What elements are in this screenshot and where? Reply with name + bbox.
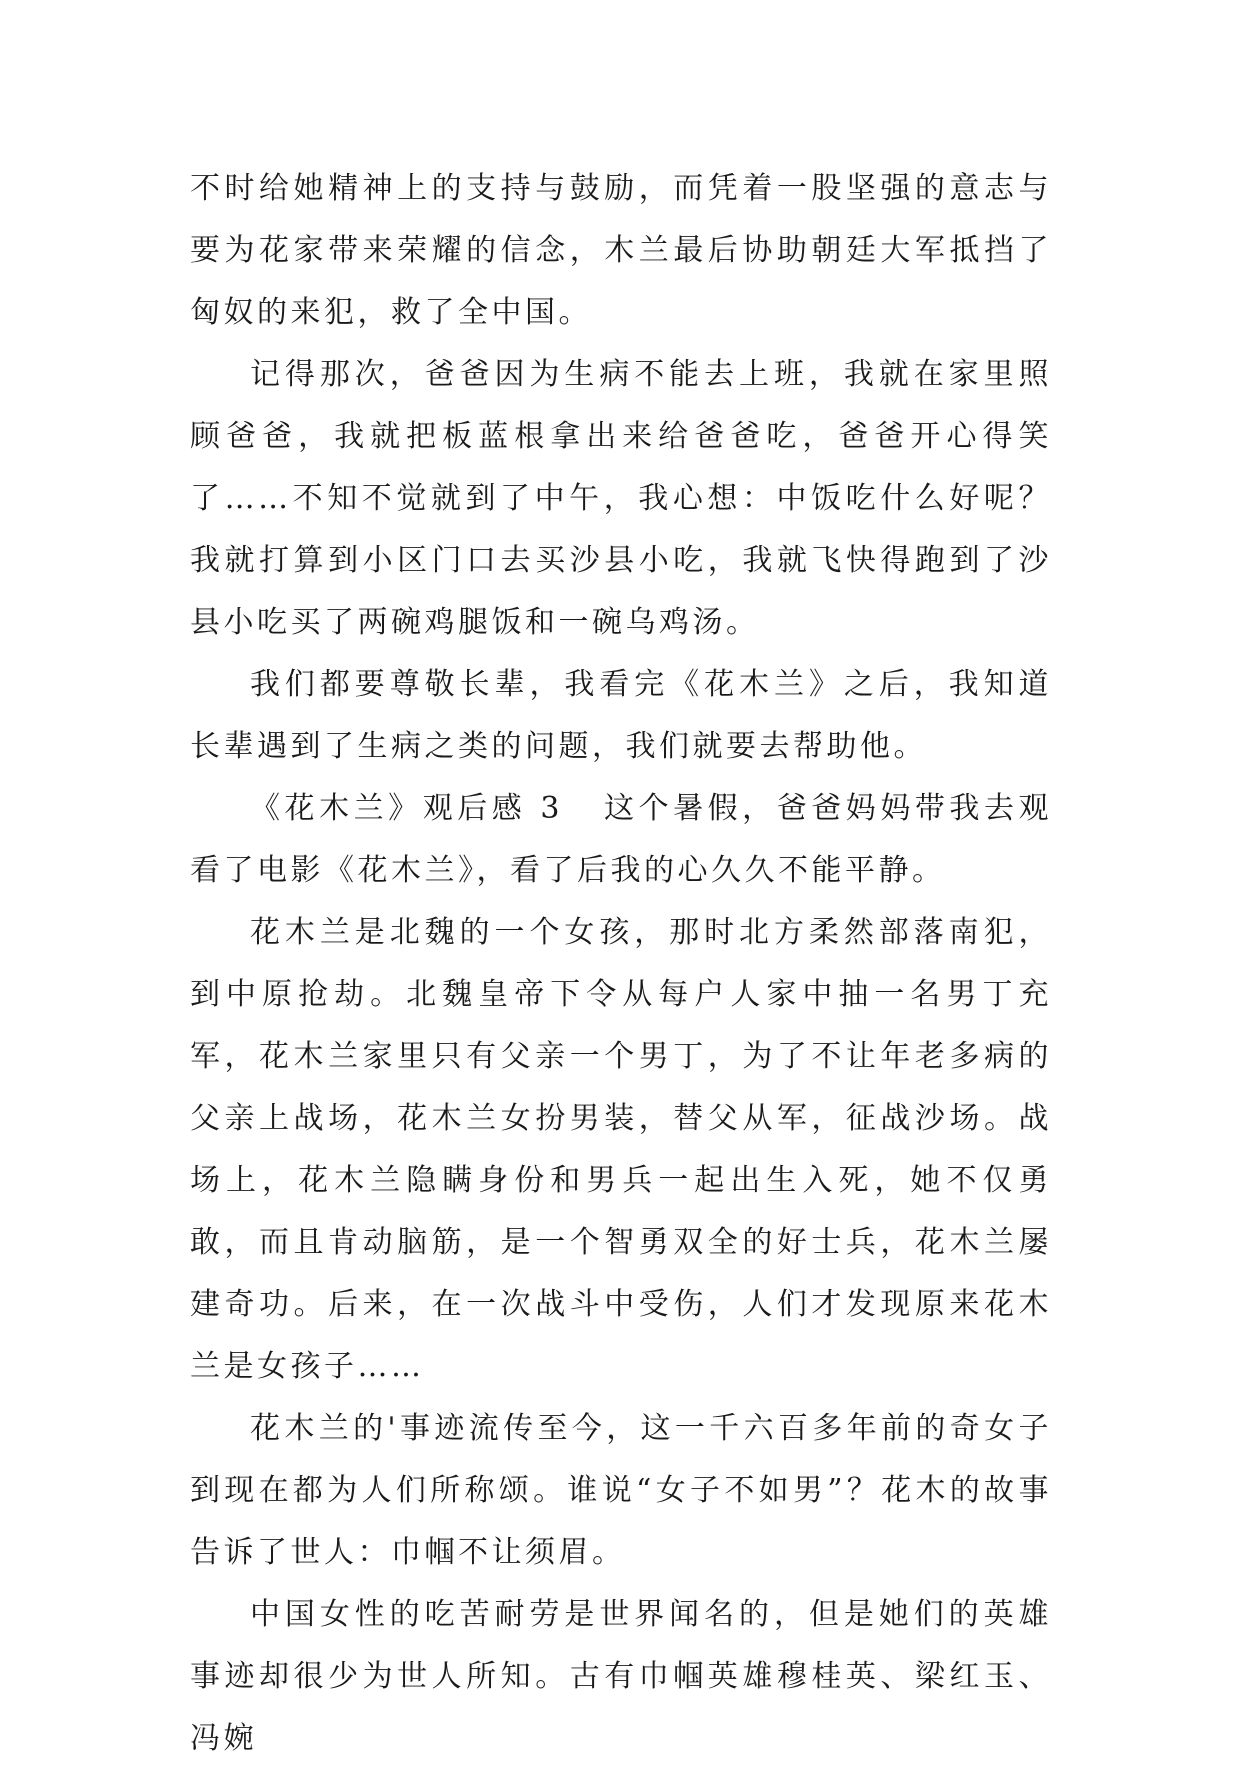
paragraph: 花木兰的'事迹流传至今，这一千六百多年前的奇女子到现在都为人们所称颂。谁说“女子不如男”？花木的故事告诉了世人：巾帼不让须眉。 bbox=[190, 1411, 1052, 1570]
section-first-text: 这个暑假，爸爸妈妈带我去观看了电影《花木兰》，看了后我的心久久不能平静。 bbox=[190, 791, 1053, 888]
paragraph: 不时给她精神上的支持与鼓励，而凭着一股坚强的意志与要为花家带来荣耀的信念，木兰最后协助朝廷大军抵挡了匈奴的来犯，救了全中国。 bbox=[190, 171, 1052, 330]
paragraph: 中国女性的吃苦耐劳是世界闻名的，但是她们的英雄事迹却很少为世人所知。古有巾帼英雄穆桂英、梁红玉、冯婉 bbox=[190, 1597, 1052, 1756]
paragraph: 我们都要尊敬长辈，我看完《花木兰》之后，我知道长辈遇到了生病之类的问题，我们就要去帮助他。 bbox=[190, 667, 1052, 764]
document-body bbox=[190, 158, 1052, 1770]
section-title: 《花木兰》观后感 3 bbox=[250, 791, 563, 826]
paragraph: 记得那次，爸爸因为生病不能去上班，我就在家里照顾爸爸，我就把板蓝根拿出来给爸爸吃，爸爸开心得笑了……不知不觉就到了中午，我心想：中饭吃什么好呢？我就打算到小区门口去买沙县小吃，我就飞快得跑到了沙县小吃买了两碗鸡腿饭和一碗乌鸡汤。 bbox=[190, 357, 1052, 640]
section-heading-paragraph bbox=[190, 778, 1052, 902]
paragraph: 花木兰是北魏的一个女孩，那时北方柔然部落南犯，到中原抢劫。北魏皇帝下令从每户人家中抽一名男丁充军，花木兰家里只有父亲一个男丁，为了不让年老多病的父亲上战场，花木兰女扮男装，替父从军，征战沙场。战场上，花木兰隐瞒身份和男兵一起出生入死，她不仅勇敢，而且肯动脑筋，是一个智勇双全的好士兵，花木兰屡建奇功。后来，在一次战斗中受伤，人们才发现原来花木兰是女孩子…… bbox=[190, 915, 1052, 1384]
